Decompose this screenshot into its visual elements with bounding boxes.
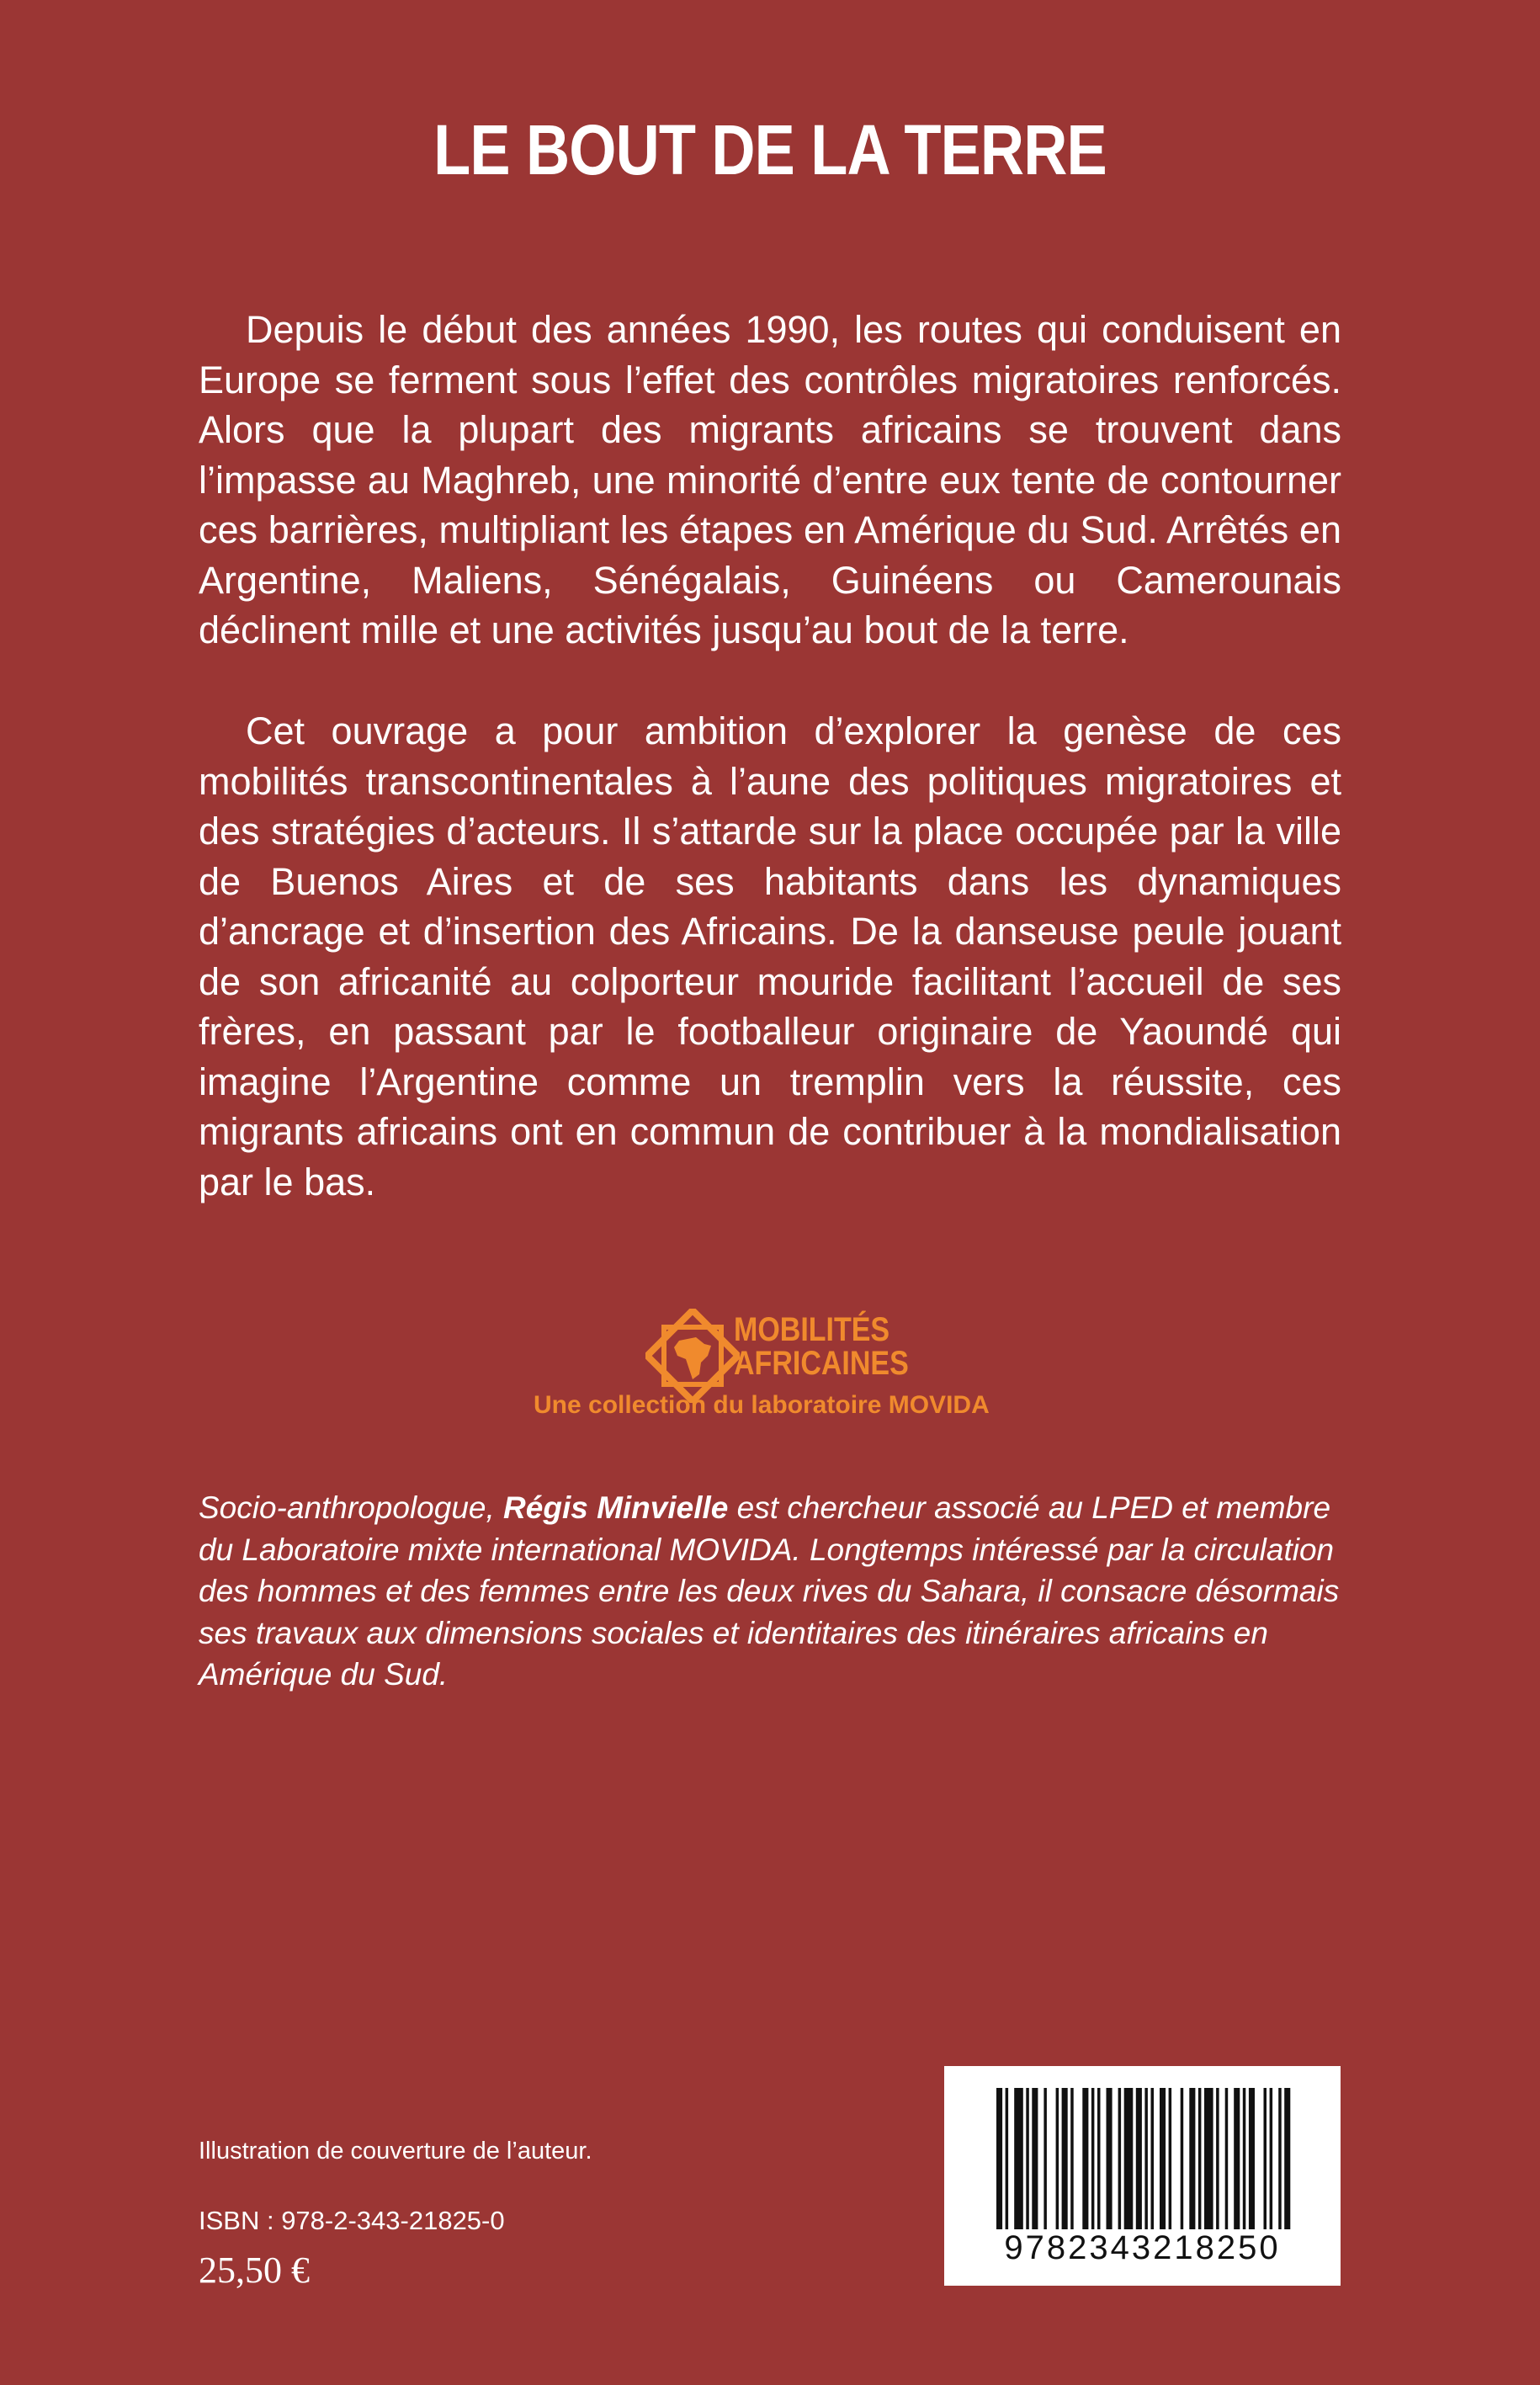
- barcode-bar: [1070, 2088, 1074, 2229]
- barcode-bar: [1169, 2088, 1172, 2229]
- barcode-bar: [1118, 2088, 1122, 2229]
- collection-name-line-2: AFRICAINES: [734, 1345, 909, 1382]
- barcode-bar: [1124, 2088, 1134, 2229]
- barcode-bar: [1270, 2088, 1273, 2229]
- barcode-bar: [1107, 2088, 1113, 2229]
- illustration-credit: Illustration de couverture de l’auteur.: [199, 2138, 592, 2165]
- price: 25,50 €: [199, 2250, 310, 2291]
- barcode-bar: [1249, 2088, 1255, 2229]
- barcode-bar: [1144, 2088, 1148, 2229]
- barcode-bar: [1026, 2088, 1029, 2229]
- collection-logo: [505, 1309, 1043, 1435]
- barcode-bar: [1284, 2088, 1290, 2229]
- barcode-bar: [1181, 2088, 1184, 2229]
- barcode-bar: [1082, 2088, 1088, 2229]
- barcode-bar: [996, 2088, 1002, 2229]
- barcode-bar: [1243, 2088, 1246, 2229]
- bio-text: est chercheur associé au LPED et membre du Laboratoire mixte international MOVIDA. Longtemps intéressé par la circulation des hommes et des femmes entre les deux rives du Sahara, il consacre désormais ses travaux aux dimensions sociales et identitaires des itinéraires africains en Amérique du Sud.: [199, 1490, 1340, 1692]
- barcode-bar: [1151, 2088, 1155, 2229]
- barcode-bar: [1189, 2088, 1195, 2229]
- barcode-bar: [1160, 2088, 1166, 2229]
- author-name: Régis Minvielle: [503, 1490, 729, 1525]
- barcode-bar: [1097, 2088, 1101, 2229]
- summary-paragraph-1: Depuis le début des années 1990, les routes qui conduisent en Europe se ferment sous l’effet des contrôles migratoires renforcés. Alors que la plupart des migrants africains se trouvent dans l’impasse au Maghreb, une minorité d’entre eux tente de contourner ces barrières, multipliant les étapes en Amérique du Sud. Arrêtés en Argentine, Maliens, Sénégalais, Guinéens ou Camerounais déclinent mille et une activités jusqu’au bout de la terre.: [199, 308, 1341, 651]
- isbn: ISBN : 978-2-343-21825-0: [199, 2206, 505, 2235]
- barcode-bar: [1056, 2088, 1059, 2229]
- barcode-bar: [1234, 2088, 1240, 2229]
- barcode-digits: 9782343218250: [1004, 2229, 1281, 2266]
- barcode-bar: [1091, 2088, 1095, 2229]
- africa-map-icon: [645, 1309, 740, 1403]
- author-bio: [199, 1487, 1343, 1696]
- barcode: [944, 2066, 1341, 2286]
- book-title: LE BOUT DE LA TERRE: [433, 110, 1107, 189]
- collection-name-line-1: MOBILITÉS: [734, 1311, 890, 1348]
- barcode-bar: [1006, 2088, 1009, 2229]
- summary-paragraph-2: Cet ouvrage a pour ambition d’explorer la genèse de ces mobilités transcontinentales à l’aune des politiques migratoires et des stratégies d’acteurs. Il s’attarde sur la place occupée par la ville de Buenos Aires et de ses habitants dans les dynamiques d’ancrage et d’insertion des Africains. De la danseuse peule jouant de son africanité au colporteur mouride facilitant l’accueil de ses frères, en passant par le footballeur originaire de Yaoundé qui imagine l’Argentine comme un tremplin vers la réussite, ces migrants africains ont en commun de contribuer à la mondialisation par le bas.: [199, 709, 1341, 1203]
- barcode-bar: [1198, 2088, 1202, 2229]
- barcode-bar: [1062, 2088, 1068, 2229]
- barcode-bar: [1136, 2088, 1142, 2229]
- barcode-bar: [1225, 2088, 1229, 2229]
- bio-intro: Socio-anthropologue,: [199, 1490, 504, 1525]
- collection-name: [734, 1313, 909, 1380]
- barcode-bar: [1014, 2088, 1023, 2229]
- barcode-bar: [1278, 2088, 1282, 2229]
- barcode-bar: [1264, 2088, 1267, 2229]
- collection-subtitle: Une collection du laboratoire MOVIDA: [534, 1391, 990, 1419]
- barcode-bar: [1032, 2088, 1038, 2229]
- barcode-bar: [1043, 2088, 1047, 2229]
- barcode-bar: [1216, 2088, 1219, 2229]
- barcode-bar: [1204, 2088, 1213, 2229]
